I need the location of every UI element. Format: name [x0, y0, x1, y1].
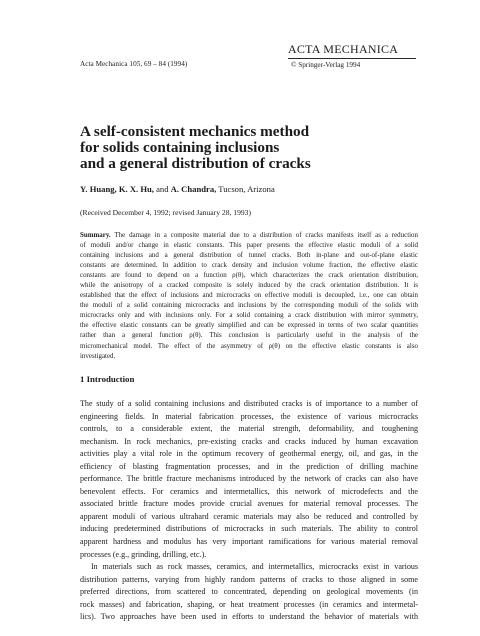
body-line: efficiency of blasting fragmentation processes, and in the prediction of drilling machine — [80, 461, 418, 471]
journal-name: ACTA MECHANICA — [288, 42, 399, 56]
summary-abstract — [80, 230, 418, 361]
author-names: Y. Huang, K. X. Hu, — [80, 184, 154, 194]
summary-line: rather than a general function ρ(θ). This conclusion is particularly useful in the analysis of the — [80, 331, 418, 340]
body-line: apparent hardness and modulus has very important ramifications for various material removal — [80, 537, 418, 547]
section-heading: 1 Introduction — [80, 374, 135, 384]
title-line: for solids containing inclusions — [80, 138, 280, 156]
body-line: preferred directions, from scattered to concentrated, depending on geological movements (in — [80, 587, 418, 597]
body-line: apparent moduli of various ultrahard ceramic materials may also be reduced and controlled by — [80, 511, 418, 521]
author-last: A. Chandra, — [170, 184, 217, 194]
summary-line: of moduli and/or change in elastic constants. This paper presents the effective elastic moduli of a solid — [80, 241, 418, 250]
body-line: performance. The brittle fracture mechanisms introduced by the network of cracks can also have — [80, 474, 418, 484]
body-line: engineering fields. In material fabrication processes, the existence of various microcracks — [80, 411, 418, 421]
body-line: In materials such as rock masses, ceramics, and intermetallics, microcracks exist in various — [91, 562, 418, 572]
author-line — [80, 184, 275, 194]
summary-line: constants are determined. In addition to crack density and inclusion volume fraction, the effective elastic — [80, 261, 418, 270]
body-line: activities play a vital role in the optimum recovery of geothermal energy, oil, and gas, in the — [80, 449, 418, 459]
summary-line: established that the effect of inclusions and microcracks on effective moduli is decoupled, i.e., one can obtain — [80, 291, 418, 300]
summary-line: micromechanical model. The effect of the asymmetry of ρ(θ) on the effective elastic constants is also — [80, 341, 418, 350]
received-dates: (Received December 4, 1992; revised January 28, 1993) — [80, 208, 252, 217]
copyright-notice: © Springer-Verlag 1994 — [291, 61, 361, 69]
author-conjunction: and — [153, 184, 171, 194]
summary-line: while the anisotropy of a cracked composite is solely induced by the crack orientation distribution. It is — [80, 281, 418, 290]
body-line: processes (e.g., grinding, drilling, etc.). — [80, 549, 207, 559]
body-line: associated brittle fracture modes provide crucial avenues for material removal processes. The — [80, 499, 418, 509]
journal-rule — [288, 58, 416, 59]
summary-line: containing inclusions and a general distribution of tunnel cracks. Both in-plane and out-of-plane elastic — [80, 251, 418, 260]
body-text — [80, 398, 418, 624]
body-line: rock masses) and fabrication, shaping, or heat treatment processes (in ceramics and intermetal- — [80, 599, 418, 609]
journal-header — [288, 42, 416, 69]
body-line: controls, to a considerable extent, the material strength, deformability, and toughening — [80, 424, 418, 434]
body-line: lics). Two approaches have been used in efforts to understand the behavior of materials with — [80, 612, 418, 622]
title-line: and a general distribution of cracks — [80, 154, 311, 172]
summary-line: the moduli of a solid containing microcracks and inclusions by the corresponding moduli of the solids with — [80, 301, 418, 310]
body-line: The study of a solid containing inclusions and distributed cracks is of importance to a number of — [80, 399, 418, 408]
summary-label: Summary. — [80, 231, 111, 239]
summary-line: microcracks only and with inclusions only. For a solid containing a crack distribution with mirror symmetry, — [80, 311, 418, 320]
summary-line: investigated. — [80, 351, 116, 360]
summary-line: the effective elastic constants can be greatly simplified and can be expressed in terms of two scalar quantities — [80, 321, 418, 330]
summary-line: constants are found to depend on a function ρ(θ), which characterizes the crack orientation distribution, — [80, 271, 418, 280]
author-location: Tucson, Arizona — [216, 184, 275, 194]
body-line: inducing predetermined distributions of microcracks in such materials. The ability to control — [80, 524, 418, 534]
title-line: A self-consistent mechanics method — [80, 123, 310, 140]
journal-citation: Acta Mechanica 105, 69 – 84 (1994) — [80, 60, 188, 68]
body-line: distribution patterns, varying from highly random patterns of cracks to those aligned in some — [80, 574, 418, 584]
paper-title — [80, 124, 410, 171]
summary-line: Summary. The damage in a composite material due to a distribution of cracks manifests itself as a reduction — [80, 231, 418, 239]
body-line: benevolent effects. For ceramics and intermetallics, this network of microdefects and the — [80, 486, 418, 496]
body-line: mechanism. In rock mechanics, pre-existing cracks and cracks induced by human excavation — [80, 436, 418, 446]
